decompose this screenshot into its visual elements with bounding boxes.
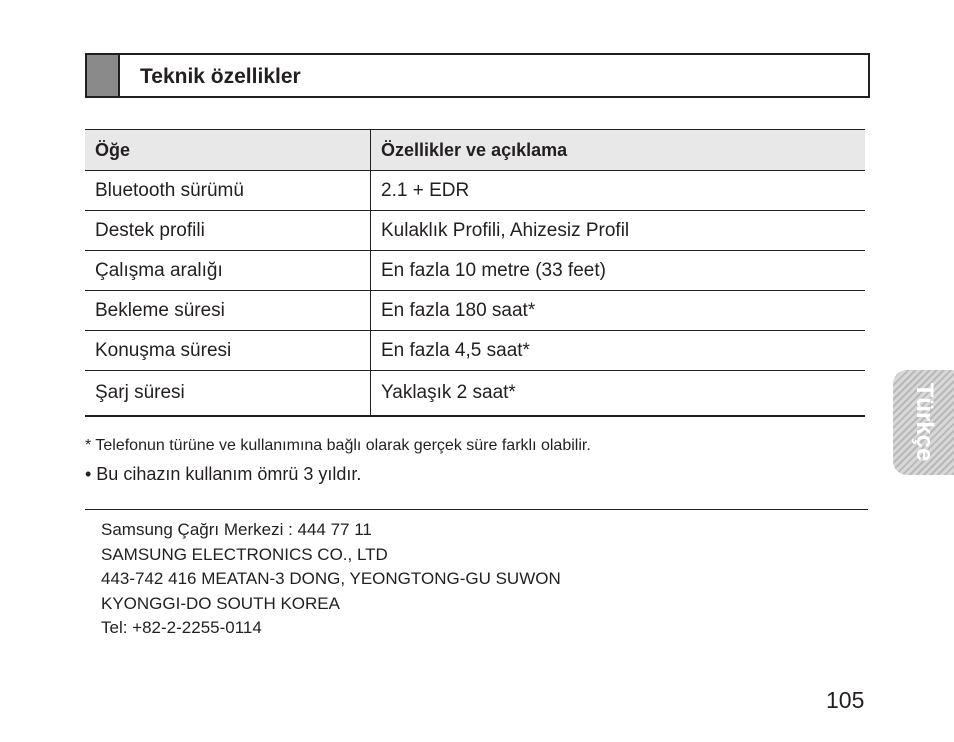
- spec-value: 2.1 + EDR: [371, 171, 866, 211]
- spec-value: En fazla 180 saat*: [371, 291, 866, 331]
- section-title: Teknik özellikler: [140, 65, 301, 88]
- table-row: [85, 211, 865, 251]
- table-row: [85, 371, 865, 417]
- table-row: [85, 291, 865, 331]
- footnote: * Telefonun türüne ve kullanımına bağlı olarak gerçek süre farklı olabilir.: [85, 437, 591, 454]
- header-description: Özellikler ve açıklama: [371, 130, 866, 171]
- language-tab: [893, 370, 954, 475]
- contact-line: KYONGGI-DO SOUTH KOREA: [101, 593, 340, 613]
- lifespan-note: • Bu cihazın kullanım ömrü 3 yıldır.: [85, 464, 362, 484]
- table-row: [85, 251, 865, 291]
- contact-line: 443-742 416 MEATAN-3 DONG, YEONGTONG-GU SUWON: [101, 569, 561, 588]
- spec-name: Konuşma süresi: [85, 331, 371, 371]
- divider: [85, 509, 868, 510]
- contact-line: Samsung Çağrı Merkezi : 444 77 11: [101, 520, 372, 539]
- spec-value: Kulaklık Profili, Ahizesiz Profil: [371, 211, 866, 251]
- language-tab-label: Türkçe: [911, 382, 938, 462]
- contact-block: [101, 518, 561, 641]
- contact-line: Tel: +82-2-2255-0114: [101, 618, 262, 637]
- section-header: [85, 53, 870, 98]
- table-row: [85, 171, 865, 211]
- spec-value: En fazla 4,5 saat*: [371, 331, 866, 371]
- spec-name: Destek profili: [85, 211, 371, 251]
- section-marker: [87, 55, 120, 96]
- page-number: 105: [826, 687, 865, 713]
- spec-value: Yaklaşık 2 saat*: [371, 371, 866, 417]
- spec-name: Bluetooth sürümü: [85, 171, 371, 211]
- spec-name: Çalışma aralığı: [85, 251, 371, 291]
- specs-table: [85, 129, 865, 417]
- spec-value: En fazla 10 metre (33 feet): [371, 251, 866, 291]
- spec-name: Bekleme süresi: [85, 291, 371, 331]
- contact-line: SAMSUNG ELECTRONICS CO., LTD: [101, 544, 388, 564]
- table-row: [85, 331, 865, 371]
- table-header-row: [85, 130, 865, 171]
- spec-name: Şarj süresi: [85, 371, 371, 417]
- header-item: Öğe: [85, 130, 371, 171]
